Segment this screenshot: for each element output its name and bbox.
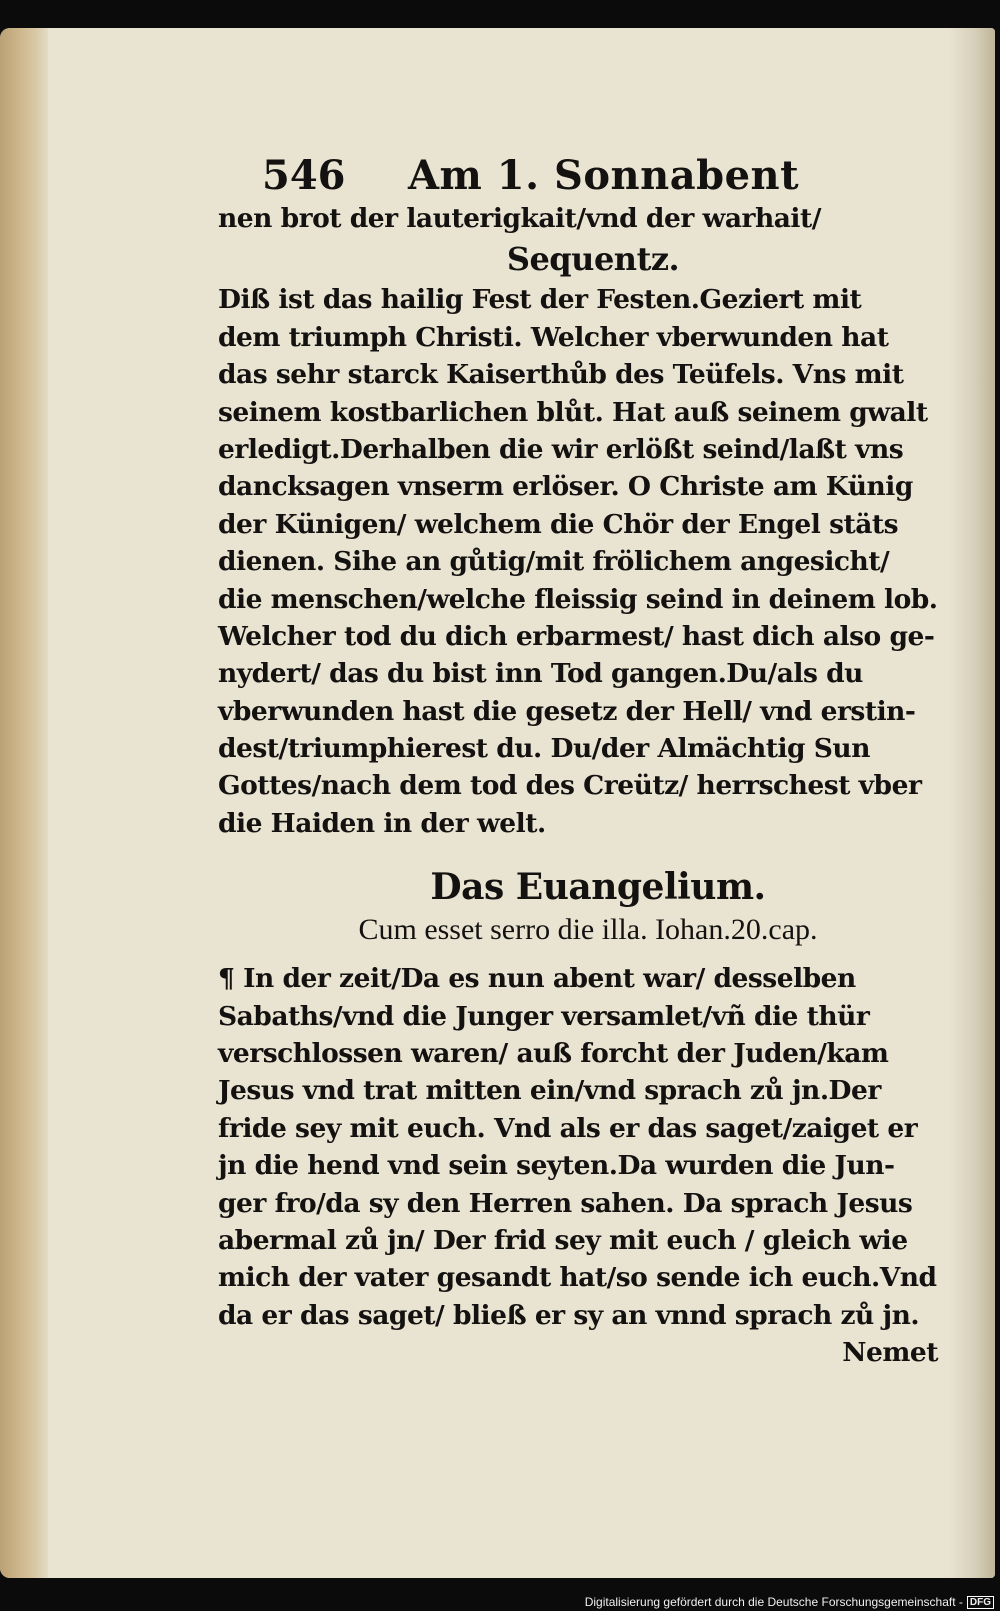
sequenz-text bbox=[218, 281, 958, 842]
evangelium-line: jn die hend vnd sein seyten.Da wurden die Jun- bbox=[218, 1150, 895, 1182]
sequenz-line: die Haiden in der welt. bbox=[218, 807, 546, 839]
sequenz-line: dancksagen vnserm erlöser. O Christe am Künig bbox=[218, 471, 913, 503]
evangelium-text bbox=[218, 960, 958, 1334]
running-head-title: Am 1. Sonnabent bbox=[408, 152, 800, 199]
sequenz-heading: Sequentz. bbox=[506, 240, 680, 279]
dfg-logo: DFG bbox=[967, 1596, 994, 1609]
sequenz-line: dest/triumphierest du. Du/der Almächtig Sun bbox=[218, 733, 870, 765]
evangelium-line: abermal zů jn/ Der frid sey mit euch / gleich wie bbox=[218, 1224, 908, 1256]
page-number: 546 bbox=[262, 152, 346, 199]
credit-text: Digitalisierung gefördert durch die Deutsche Forschungsgemeinschaft - bbox=[584, 1595, 963, 1609]
evangelium-heading: Das Euangelium. bbox=[430, 866, 766, 909]
sequenz-line: die menschen/welche fleissig seind in deinem lob. bbox=[218, 583, 938, 615]
evangelium-line: fride sey mit euch. Vnd als er das saget/zaiget er bbox=[218, 1112, 918, 1144]
section-gap bbox=[218, 842, 958, 864]
text-block bbox=[218, 128, 958, 1372]
sequenz-line: Gottes/nach dem tod des Creütz/ herrschest vber bbox=[218, 770, 922, 802]
page-fore-edge bbox=[0, 28, 48, 1578]
sequenz-line: Diß ist das hailig Fest der Festen.Geziert mit bbox=[218, 284, 862, 316]
sequenz-line: vberwunden hast die gesetz der Hell/ vnd erstin- bbox=[218, 695, 916, 727]
evangelium-line: Jesus vnd trat mitten ein/vnd sprach zů jn.Der bbox=[218, 1075, 881, 1107]
sequenz-line: dienen. Sihe an gůtig/mit frölichem angesicht/ bbox=[218, 546, 890, 578]
running-head bbox=[218, 128, 958, 200]
sequenz-line: der Künigen/ welchem die Chör der Engel stäts bbox=[218, 508, 899, 540]
evangelium-line: verschlossen waren/ auß forcht der Juden/kam bbox=[218, 1038, 889, 1070]
book-page bbox=[0, 28, 995, 1578]
section-gap bbox=[218, 950, 958, 960]
evangelium-line: ger fro/da sy den Herren sahen. Da sprach Jesus bbox=[218, 1187, 913, 1219]
catchword: Nemet bbox=[842, 1337, 938, 1369]
sequenz-line: erledigt.Derhalben die wir erlößt seind/laßt vns bbox=[218, 433, 904, 465]
evangelium-line: da er das saget/ bließ er sy an vnnd sprach zů jn. bbox=[218, 1299, 920, 1331]
digitization-credit bbox=[585, 1595, 994, 1609]
body-top-lines bbox=[218, 200, 958, 237]
sequenz-line: das sehr starck Kaiserthůb des Teüfels. Vns mit bbox=[218, 359, 904, 391]
sequenz-line: Welcher tod du dich erbarmest/ hast dich also ge- bbox=[218, 620, 935, 652]
evangelium-line: ¶ In der zeit/Da es nun abent war/ desselben bbox=[218, 963, 856, 995]
sequenz-line: seinem kostbarlichen blůt. Hat auß seinem gwalt bbox=[218, 396, 928, 428]
evangelium-line: mich der vater gesandt hat/so sende ich euch.Vnd bbox=[218, 1262, 937, 1294]
sequenz-line: nydert/ das du bist inn Tod gangen.Du/als du bbox=[218, 658, 863, 690]
evangelium-line: Sabaths/vnd die Junger versamlet/vñ die thür bbox=[218, 1000, 870, 1032]
latin-incipit: Cum esset serro die illa. Iohan.20.cap. bbox=[358, 913, 818, 947]
sequenz-line: dem triumph Christi. Welcher vberwunden hat bbox=[218, 321, 889, 353]
text-line: nen brot der lauterigkait/vnd der warhait/ bbox=[218, 203, 821, 234]
